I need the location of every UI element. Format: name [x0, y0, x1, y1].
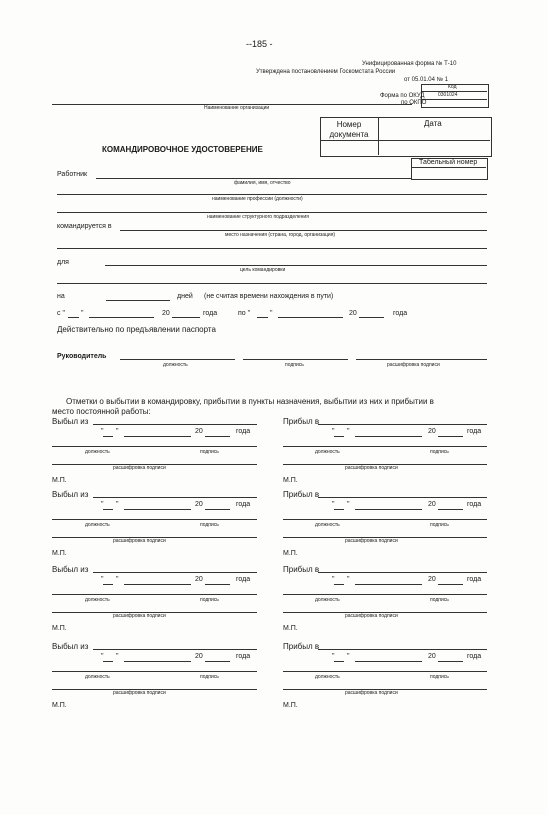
decoding-caption: расшифровка подписи [345, 690, 398, 696]
signature-caption: подпись [430, 449, 449, 455]
arrived-day-field-2[interactable] [334, 509, 344, 510]
tab-number-label: Табельный номер [419, 159, 478, 166]
unit-field[interactable] [57, 212, 487, 213]
quote-mark: " [81, 310, 84, 317]
arrived-stamp-2: М.П. [283, 550, 298, 557]
departed-month-field-4[interactable] [124, 661, 191, 662]
on-label: на [57, 293, 65, 300]
arrived-place-field-2[interactable] [318, 497, 487, 498]
year-prefix: 20 [195, 653, 203, 660]
departed-month-field-2[interactable] [124, 509, 191, 510]
signature-caption: подпись [200, 522, 219, 528]
purpose-caption: цель командировки [240, 267, 286, 273]
departed-label-1: Выбыл из [52, 417, 89, 426]
quote-mark: " [332, 576, 335, 583]
quote-mark: " [101, 428, 104, 435]
decoding-caption: расшифровка подписи [345, 613, 398, 619]
marks-title-line-1: Отметки о выбытии в командировку, прибытии в пункты назначения, выбытии из них и прибытии в [66, 397, 434, 406]
arrived-position-signature-line-1[interactable] [283, 446, 487, 447]
departed-position-signature-line-4[interactable] [52, 671, 257, 672]
quote-mark: " [332, 428, 335, 435]
sent-to-label: командируется в [57, 223, 112, 230]
departed-month-field-3[interactable] [124, 584, 191, 585]
departed-day-field-4[interactable] [103, 661, 113, 662]
quote-mark: " [116, 653, 119, 660]
departed-stamp-2: М.П. [52, 550, 67, 557]
position-caption: должность [85, 674, 110, 680]
purpose-field[interactable] [105, 265, 487, 266]
passport-note: Действительно по предъявлении паспорта [57, 325, 216, 334]
days-note: (не считая времени нахождения в пути) [204, 293, 334, 300]
position-caption: должность [315, 522, 340, 528]
days-count-field[interactable] [106, 300, 170, 301]
unit-caption: наименование структурного подразделения [207, 214, 309, 220]
departed-year-field-2[interactable] [205, 509, 230, 510]
signature-caption: подпись [200, 449, 219, 455]
destination-caption: место назначения (страна, город, организация) [225, 232, 336, 238]
departed-day-field-2[interactable] [103, 509, 113, 510]
signature-caption: подпись [200, 597, 219, 603]
profession-field[interactable] [57, 194, 487, 195]
quote-mark: " [116, 428, 119, 435]
quote-mark: " [101, 501, 104, 508]
arrived-label-3: Прибыл в [283, 565, 320, 574]
decoding-caption: расшифровка подписи [113, 613, 166, 619]
position-caption: должность [315, 674, 340, 680]
position-caption: должность [163, 362, 188, 368]
arrived-month-field-3[interactable] [355, 584, 422, 585]
year-prefix: 20 [428, 653, 436, 660]
signature-caption: подпись [430, 674, 449, 680]
decoding-caption: расшифровка подписи [345, 465, 398, 471]
departed-place-field-4[interactable] [93, 649, 257, 650]
arrived-place-field-1[interactable] [318, 424, 487, 425]
departed-position-signature-line-1[interactable] [52, 446, 257, 447]
year-prefix: 20 [428, 501, 436, 508]
arrived-year-field-3[interactable] [438, 584, 463, 585]
signature-caption: подпись [285, 362, 304, 368]
year-word: года [467, 576, 482, 583]
arrived-place-field-4[interactable] [318, 649, 487, 650]
signature-caption: подпись [430, 597, 449, 603]
year-prefix: 20 [195, 501, 203, 508]
to-year-word: года [393, 310, 408, 317]
departed-place-field-3[interactable] [93, 572, 257, 573]
arrived-label-2: Прибыл в [283, 490, 320, 499]
arrived-position-signature-line-4[interactable] [283, 671, 487, 672]
departed-month-field-1[interactable] [124, 436, 191, 437]
worker-label: Работник [57, 171, 88, 178]
position-caption: должность [85, 597, 110, 603]
quote-mark: " [116, 501, 119, 508]
approved-by-label: Утверждена постановлением Госкомстата России [256, 69, 396, 75]
okud-label: Форма по ОКУД [380, 93, 425, 99]
arrived-year-field-4[interactable] [438, 661, 463, 662]
marks-title-line-2: место постоянной работы: [52, 407, 151, 416]
quote-mark: " [101, 653, 104, 660]
head-label: Руководитель [57, 353, 107, 360]
from-year-word: года [203, 310, 218, 317]
arrived-stamp-1: М.П. [283, 477, 298, 484]
position-caption: должность [315, 449, 340, 455]
year-word: года [236, 653, 251, 660]
signature-caption: подпись [430, 522, 449, 528]
head-position-field[interactable] [120, 359, 235, 360]
arrived-place-field-3[interactable] [318, 572, 487, 573]
year-word: года [236, 428, 251, 435]
decoding-caption: расшифровка подписи [113, 690, 166, 696]
to-year-prefix: 20 [349, 310, 357, 317]
days-label: дней [177, 293, 193, 300]
unified-form-label: Унифицированная форма № Т-10 [362, 61, 457, 67]
departed-stamp-4: М.П. [52, 702, 67, 709]
departed-place-field-1[interactable] [93, 424, 257, 425]
year-prefix: 20 [195, 428, 203, 435]
quote-mark: " [347, 501, 350, 508]
year-word: года [467, 501, 482, 508]
quote-mark: " [332, 501, 335, 508]
organization-caption: Наименование организации [204, 105, 270, 111]
arrived-year-field-1[interactable] [438, 436, 463, 437]
arrived-stamp-3: М.П. [283, 625, 298, 632]
destination-field-2[interactable] [57, 248, 487, 249]
arrived-position-signature-line-3[interactable] [283, 594, 487, 595]
departed-place-field-2[interactable] [93, 497, 257, 498]
decoding-caption: расшифровка подписи [345, 538, 398, 544]
profession-caption: наименование профессии (должности) [212, 196, 303, 202]
quote-mark: " [332, 653, 335, 660]
departed-position-signature-line-3[interactable] [52, 594, 257, 595]
departed-label-3: Выбыл из [52, 565, 89, 574]
to-day-field[interactable] [257, 317, 268, 318]
worker-name-field[interactable] [96, 178, 411, 179]
arrived-label-4: Прибыл в [283, 642, 320, 651]
year-prefix: 20 [428, 428, 436, 435]
code-label: Код [448, 84, 457, 90]
arrived-day-field-1[interactable] [334, 436, 344, 437]
year-word: года [467, 428, 482, 435]
quote-mark: " [101, 576, 104, 583]
from-year-field[interactable] [172, 317, 200, 318]
quote-mark: " [347, 428, 350, 435]
year-word: года [467, 653, 482, 660]
year-prefix: 20 [195, 576, 203, 583]
head-decoding-field[interactable] [356, 359, 487, 360]
page-number: --185 - [246, 39, 273, 49]
purpose-field-2[interactable] [57, 283, 487, 284]
to-month-field[interactable] [278, 317, 343, 318]
arrived-stamp-4: М.П. [283, 702, 298, 709]
fio-caption: фамилия, имя, отчество [234, 180, 291, 186]
okpo-label: по ОКПО [401, 100, 427, 106]
quote-mark: " [116, 576, 119, 583]
okud-value: 0301024 [438, 92, 458, 98]
from-year-prefix: 20 [162, 310, 170, 317]
quote-mark: " [347, 653, 350, 660]
document-date-label: Дата [424, 119, 442, 128]
departed-year-field-1[interactable] [205, 436, 230, 437]
arrived-month-field-1[interactable] [355, 436, 422, 437]
arrived-year-field-2[interactable] [438, 509, 463, 510]
arrived-position-signature-line-2[interactable] [283, 519, 487, 520]
departed-position-signature-line-2[interactable] [52, 519, 257, 520]
position-caption: должность [85, 449, 110, 455]
arrived-label-1: Прибыл в [283, 417, 320, 426]
arrived-day-field-3[interactable] [334, 584, 344, 585]
decoding-caption: расшифровка подписи [113, 465, 166, 471]
departed-label-4: Выбыл из [52, 642, 89, 651]
year-prefix: 20 [428, 576, 436, 583]
signature-caption: подпись [200, 674, 219, 680]
year-word: года [236, 501, 251, 508]
departed-day-field-3[interactable] [103, 584, 113, 585]
quote-mark: " [347, 576, 350, 583]
destination-field[interactable] [120, 230, 487, 231]
departed-year-field-4[interactable] [205, 661, 230, 662]
document-title: КОМАНДИРОВОЧНОЕ УДОСТОВЕРЕНИЕ [102, 145, 263, 154]
quote-mark: " [270, 310, 273, 317]
arrived-day-field-4[interactable] [334, 661, 344, 662]
position-caption: должность [85, 522, 110, 528]
for-label: для [57, 259, 69, 266]
decoding-caption: расшифровка подписи [113, 538, 166, 544]
to-label: по " [238, 310, 251, 317]
approved-date-label: от 05.01.04 № 1 [404, 77, 449, 83]
decoding-caption: расшифровка подписи [387, 362, 440, 368]
to-year-field[interactable] [359, 317, 384, 318]
year-word: года [236, 576, 251, 583]
departed-day-field-1[interactable] [103, 436, 113, 437]
arrived-month-field-2[interactable] [355, 509, 422, 510]
from-month-field[interactable] [89, 317, 154, 318]
arrived-month-field-4[interactable] [355, 661, 422, 662]
from-day-field[interactable] [68, 317, 79, 318]
position-caption: должность [315, 597, 340, 603]
document-number-label: Номер документа [329, 120, 369, 139]
departed-stamp-1: М.П. [52, 477, 67, 484]
from-label: с " [57, 310, 65, 317]
departed-year-field-3[interactable] [205, 584, 230, 585]
departed-label-2: Выбыл из [52, 490, 89, 499]
departed-stamp-3: М.П. [52, 625, 67, 632]
head-signature-field[interactable] [243, 359, 348, 360]
